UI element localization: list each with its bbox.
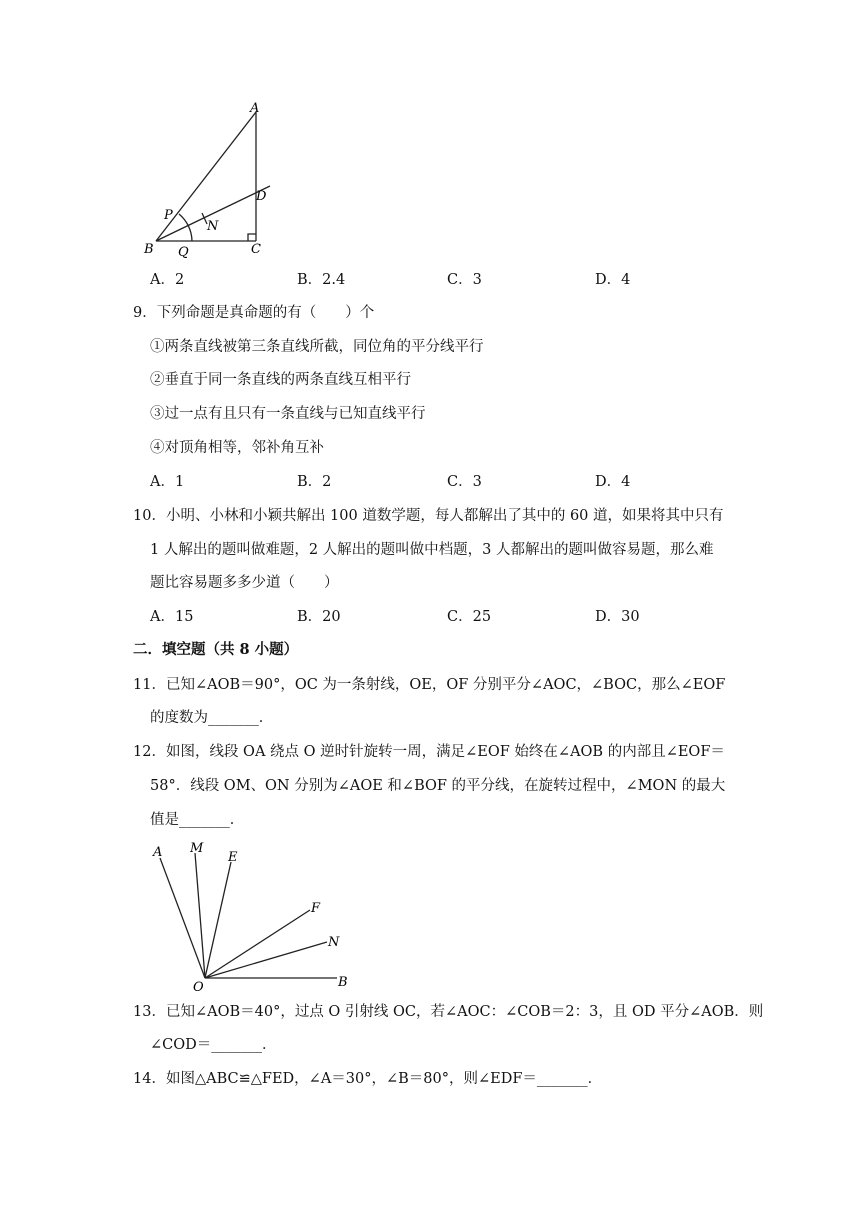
q11-line-2: 的度数为_______． [150, 710, 274, 726]
label-a: A [250, 101, 260, 116]
label-p: P [164, 208, 173, 223]
q8-option-c: C．3 [447, 272, 482, 288]
q11-line-1: 11．已知∠AOB＝90°，OC 为一条射线，OE，OF 分别平分∠AOC，∠BOC，那么∠EOF [133, 677, 726, 693]
label-n: N [328, 935, 340, 950]
q9-item-1: ①两条直线被第三条直线所截，同位角的平分线平行 [150, 339, 484, 355]
q9-item-3: ③过一点有且只有一条直线与已知直线平行 [150, 406, 426, 422]
ray-of [205, 910, 310, 978]
q12-figure [145, 838, 355, 993]
q10-option-c: C．25 [447, 609, 492, 625]
label-f: F [311, 901, 321, 916]
ray-oe [205, 862, 231, 978]
q10-option-a: A．15 [150, 609, 194, 625]
q10-line-3: 题比容易题多多少道（ ） [150, 575, 339, 591]
q10-option-b: B．20 [297, 609, 341, 625]
section-heading: 二．填空题（共 8 小题） [133, 641, 299, 658]
q9-item-2: ②垂直于同一条直线的两条直线互相平行 [150, 372, 411, 388]
label-c: C [251, 242, 261, 257]
label-n: N [207, 219, 219, 234]
q14-line-1: 14．如图△ABC≌△FED，∠A＝30°，∠B＝80°，则∠EDF＝_______． [133, 1071, 603, 1087]
label-m: M [190, 841, 204, 856]
label-q: Q [178, 245, 189, 260]
q8-option-a: A．2 [150, 272, 185, 288]
label-a: A [153, 845, 163, 860]
ray-oa [160, 858, 205, 978]
label-b: B [144, 242, 154, 257]
q13-line-1: 13．已知∠AOB＝40°，过点 O 引射线 OC，若∠AOC：∠COB＝2：3，且 OD 平分∠AOB．则 [133, 1004, 764, 1020]
arc-pq [179, 214, 192, 241]
q9-option-c: C．3 [447, 474, 482, 490]
label-d: D [256, 189, 267, 204]
label-e: E [228, 850, 238, 865]
q12-line-3: 值是_______． [150, 812, 245, 828]
q8-option-b: B．2.4 [297, 272, 346, 288]
q9-stem: 9．下列命题是真命题的有（ ）个 [133, 305, 375, 321]
q8-figure [140, 100, 280, 265]
q13-line-2: ∠COD＝_______． [150, 1037, 277, 1053]
q9-option-b: B．2 [297, 474, 332, 490]
q12-line-2: 58°．线段 OM、ON 分别为∠AOE 和∠BOF 的平分线，在旋转过程中，∠MON 的最大 [150, 778, 726, 794]
ray-on [205, 942, 327, 978]
ray-om [195, 853, 205, 978]
q10-line-2: 1 人解出的题叫做难题，2 人解出的题叫做中档题，3 人都解出的题叫做容易题，那么难 [150, 542, 714, 558]
q9-item-4: ④对顶角相等，邻补角互补 [150, 440, 324, 456]
q12-line-1: 12．如图，线段 OA 绕点 O 逆时针旋转一周，满足∠EOF 始终在∠AOB 的内部且∠EOF＝ [133, 744, 725, 760]
label-b: B [338, 975, 348, 990]
label-o: O [193, 980, 204, 993]
q10-line-1: 10．小明、小林和小颖共解出 100 道数学题，每人都解出了其中的 60 道，如果将其中只有 [133, 508, 724, 524]
q9-option-d: D．4 [595, 474, 631, 490]
q10-option-d: D．30 [595, 609, 640, 625]
q8-option-d: D．4 [595, 272, 631, 288]
right-angle-mark [248, 234, 256, 241]
q9-option-a: A．1 [150, 474, 185, 490]
